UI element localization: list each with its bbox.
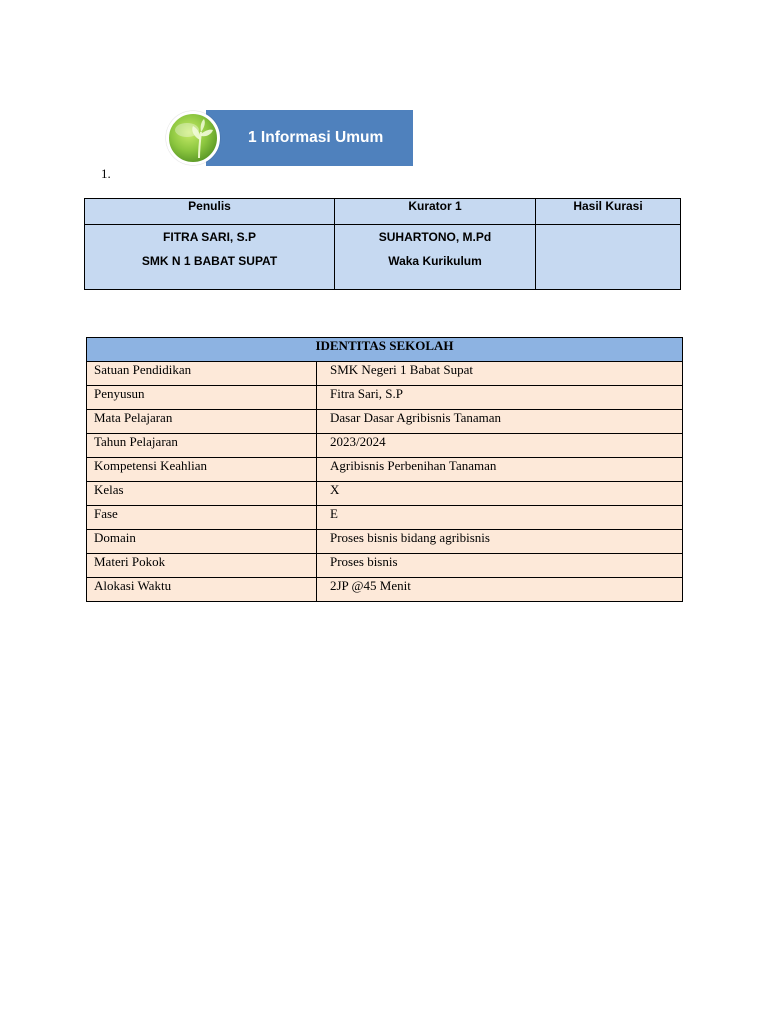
row-value: 2JP @45 Menit	[317, 578, 683, 602]
table-row	[87, 458, 683, 482]
row-key: Mata Pelajaran	[87, 410, 317, 434]
row-value: X	[317, 482, 683, 506]
row-value: 2023/2024	[317, 434, 683, 458]
table-row	[87, 578, 683, 602]
row-value: Fitra Sari, S.P	[317, 386, 683, 410]
identity-table-title: IDENTITAS SEKOLAH	[87, 338, 683, 362]
table-row	[87, 410, 683, 434]
section-header	[166, 110, 414, 166]
header-hasil-kurasi: Hasil Kurasi	[536, 199, 681, 225]
section-title: 1 Informasi Umum	[206, 110, 413, 166]
table-row	[87, 554, 683, 578]
row-key: Kompetensi Keahlian	[87, 458, 317, 482]
penulis-name: FITRA SARI, S.P	[163, 230, 256, 244]
penulis-school: SMK N 1 BABAT SUPAT	[141, 254, 278, 268]
kurator-cell	[335, 225, 536, 290]
row-value: Agribisnis Perbenihan Tanaman	[317, 458, 683, 482]
row-key: Tahun Pelajaran	[87, 434, 317, 458]
row-key: Alokasi Waktu	[87, 578, 317, 602]
kurator-name: SUHARTONO, M.Pd	[378, 230, 492, 244]
row-value: SMK Negeri 1 Babat Supat	[317, 362, 683, 386]
row-key: Fase	[87, 506, 317, 530]
row-key: Kelas	[87, 482, 317, 506]
header-kurator: Kurator 1	[335, 199, 536, 225]
list-marker: 1.	[101, 166, 111, 181]
row-value: Dasar Dasar Agribisnis Tanaman	[317, 410, 683, 434]
plant-sprout-icon	[166, 111, 220, 165]
row-key: Penyusun	[87, 386, 317, 410]
kurator-role: Waka Kurikulum	[388, 254, 482, 268]
table-row	[87, 482, 683, 506]
table-row	[87, 386, 683, 410]
row-key: Domain	[87, 530, 317, 554]
penulis-cell	[85, 225, 335, 290]
row-value: Proses bisnis bidang agribisnis	[317, 530, 683, 554]
row-key: Satuan Pendidikan	[87, 362, 317, 386]
row-key: Materi Pokok	[87, 554, 317, 578]
identity-table	[86, 337, 683, 602]
table-row	[87, 530, 683, 554]
table-row	[87, 506, 683, 530]
table-row	[87, 434, 683, 458]
table-row	[87, 362, 683, 386]
row-value: E	[317, 506, 683, 530]
author-table	[84, 198, 681, 290]
row-value: Proses bisnis	[317, 554, 683, 578]
hasil-kurasi-cell	[536, 225, 681, 290]
header-penulis: Penulis	[85, 199, 335, 225]
